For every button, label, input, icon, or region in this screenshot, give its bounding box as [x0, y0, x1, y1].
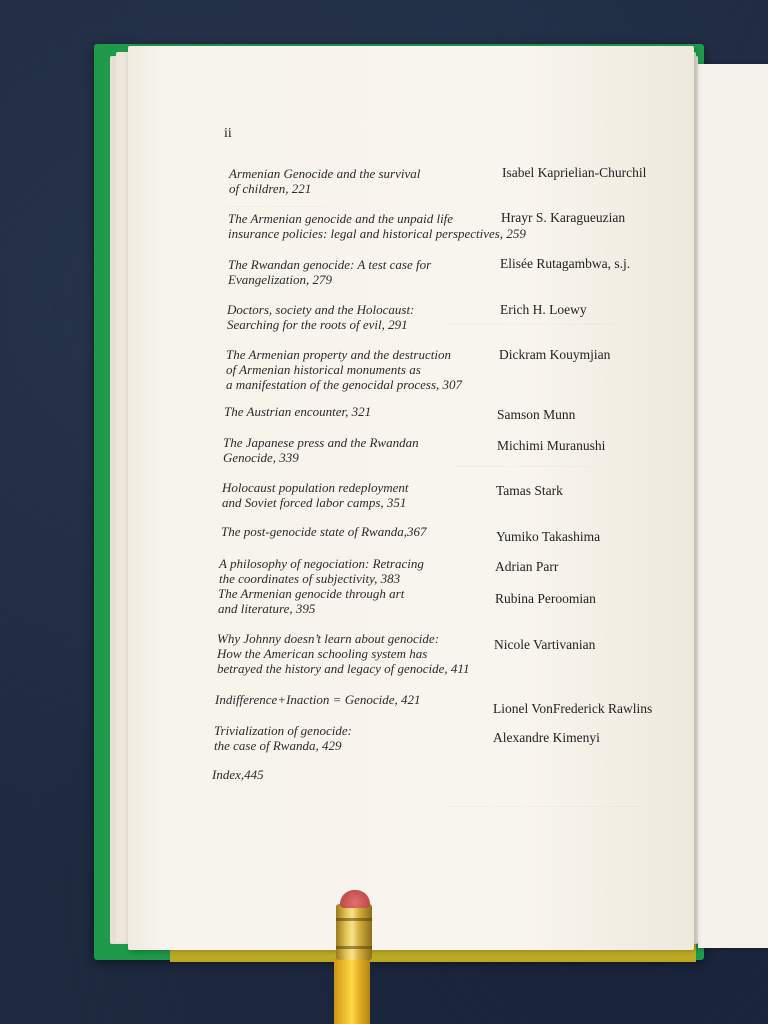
toc-entry-author: Nicole Vartivanian: [494, 637, 596, 652]
toc-entry-author: Adrian Parr: [495, 559, 559, 574]
toc-entry-author: Dickram Kouymjian: [499, 347, 611, 362]
page-number: ii: [224, 126, 232, 141]
toc-entry-title: Armenian Genocide and the survival of children, 221: [229, 166, 421, 196]
toc-entry-title: Trivialization of genocide: the case of Rwanda, 429: [214, 723, 352, 753]
toc-entry-author: Michimi Muranushi: [497, 438, 606, 453]
bleed-through-text: ———— —————: [225, 200, 327, 212]
toc-entry-author: Samson Munn: [497, 407, 576, 422]
toc-entry-title: Index,445: [212, 767, 264, 782]
facing-page: [698, 64, 768, 948]
toc-entry-author: Lionel VonFrederick Rawlins: [493, 701, 653, 716]
pencil-ferrule: [336, 904, 372, 960]
toc-entry-title: Why Johnny doesn’t learn about genocide: How the American schooling system has betrayed the history and legacy of genocide, 411: [217, 631, 470, 676]
toc-entry-title: Holocaust population redeployment and Soviet forced labor camps, 351: [222, 480, 409, 510]
bleed-through-text: —————— ——— ——————: [445, 318, 616, 330]
toc-entry-title: The Armenian genocide through art and literature, 395: [218, 586, 405, 616]
toc-entry-author: Rubina Peroomian: [495, 591, 596, 606]
toc-entry-title: The Austrian encounter, 321: [224, 404, 372, 419]
toc-entry-title: The Armenian genocide and the unpaid life insurance policies: legal and historical perspectives, 259: [228, 211, 526, 241]
toc-entry-author: Erich H. Loewy: [500, 302, 587, 317]
toc-entry-author: Alexandre Kimenyi: [493, 730, 600, 745]
pencil-body: [334, 958, 370, 1024]
toc-entry-title: Doctors, society and the Holocaust: Searching for the roots of evil, 291: [227, 302, 415, 332]
toc-entry-author: Elisée Rutagambwa, s.j.: [500, 256, 631, 271]
bleed-through-text: ————— ———————: [455, 460, 590, 472]
toc-entry-title: A philosophy of negociation: Retracing the coordinates of subjectivity, 383: [219, 556, 424, 586]
toc-entry-title: The Rwandan genocide: A test case for Evangelization, 279: [228, 257, 432, 287]
toc-entry-author: Isabel Kaprielian-Churchil: [502, 165, 647, 180]
toc-entry-title: The Armenian property and the destruction of Armenian historical monuments as a manifestation of the genocidal process, 307: [226, 347, 463, 392]
toc-entry-author: Yumiko Takashima: [496, 529, 601, 544]
toc-entry-author: Tamas Stark: [496, 483, 563, 498]
toc-entry-title: The post-genocide state of Rwanda,367: [221, 524, 427, 539]
bleed-through-text: ———— ——— ——————— ———: [445, 800, 641, 812]
toc-entry-title: The Japanese press and the Rwandan Genocide, 339: [223, 435, 419, 465]
toc-entry-author: Hrayr S. Karagueuzian: [501, 210, 626, 225]
toc-entry-title: Indifference+Inaction = Genocide, 421: [215, 692, 421, 707]
